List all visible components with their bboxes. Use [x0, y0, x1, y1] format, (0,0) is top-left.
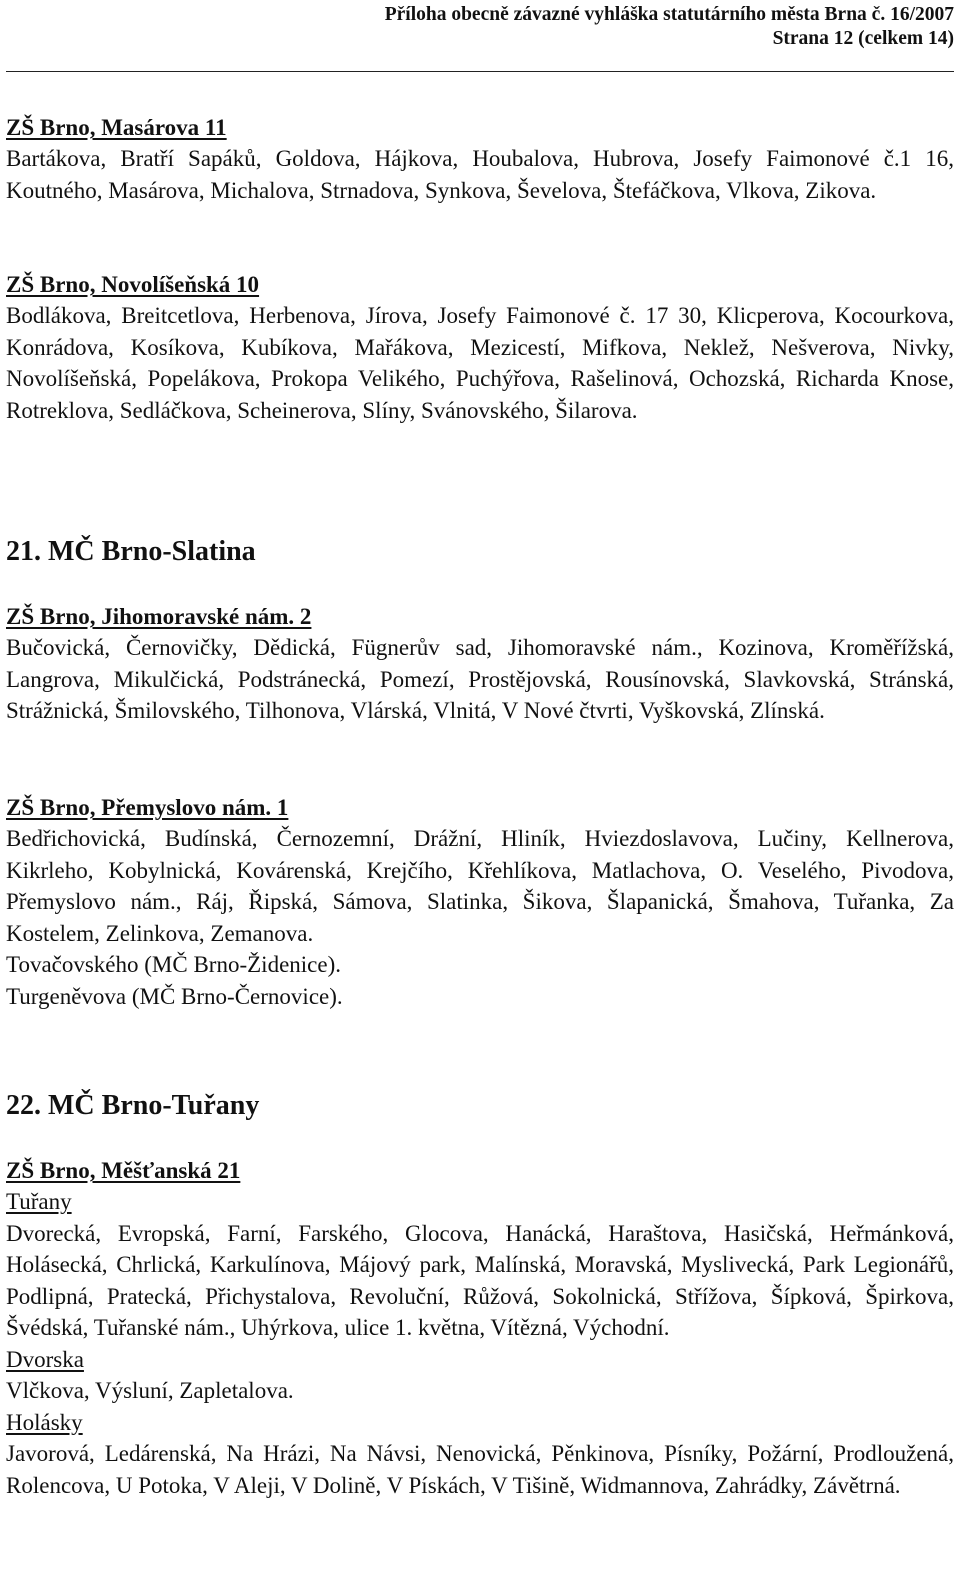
school-block-novolisenska — [6, 269, 954, 426]
district-label-dvorska: Dvorska — [6, 1346, 84, 1372]
street-list: Javorová, Ledárenská, Na Hrázi, Na Návsi, Nenovická, Pěnkinova, Písníky, Požární, Prodloužená, Rolencova, U Potoka, V Aleji, V Dolině, V Pískách, V Tišině, Widmannova, Zahrádky, Závětrná. — [6, 1441, 954, 1498]
school-block-premyslovo — [6, 792, 954, 1012]
district-label-holasky: Holásky — [6, 1409, 83, 1435]
school-title: ZŠ Brno, Měšťanská 21 — [6, 1158, 241, 1183]
school-title: ZŠ Brno, Masárova 11 — [6, 115, 227, 140]
header-rule — [6, 71, 954, 72]
school-title: ZŠ Brno, Jihomoravské nám. 2 — [6, 604, 312, 629]
street-list: Bedřichovická, Budínská, Černozemní, Drážní, Hliník, Hviezdoslavova, Lučiny, Kellnerova, Kikrleho, Kobylnická, Kovárenská, Krejčího, Křehlíkova, Matlachova, O. Veselého, Pivodova, Přemyslovo nám., Ráj, Řipská, Sámova, Slatinka, Šikova, Šlapanická, Šmahova, Tuřanka, Za Kostelem, Zelinkova, Zemanova. — [6, 826, 954, 946]
school-block-masarova — [6, 112, 954, 206]
header-page-number: Strana 12 (celkem 14) — [772, 28, 954, 49]
street-list: Bučovická, Černovičky, Dědická, Fügnerův sad, Jihomoravské nám., Kozinova, Kroměřížská, Langrova, Mikulčická, Podstránecká, Pomezí, Prostějovská, Rousínovská, Slavkovská, Stránská, Strážnická, Šmilovského, Tilhonova, Vlárská, Vlnitá, V Nové čtvrti, Vyškovská, Zlínská. — [6, 635, 954, 723]
street-list: Bartákova, Bratří Sapáků, Goldova, Hájkova, Houbalova, Hubrova, Josefy Faimonové č.1 16, Koutného, Masárova, Michalova, Strnadova, Synkova, Ševelova, Štefáčkova, Vlkova, Zikova. — [6, 146, 954, 203]
school-block-mestanska — [6, 1155, 954, 1501]
district-label-turany: Tuřany — [6, 1189, 72, 1214]
street-list: Vlčkova, Výsluní, Zapletalova. — [6, 1378, 294, 1403]
street-extra: Tovačovského (MČ Brno-Židenice). — [6, 952, 341, 977]
school-title: ZŠ Brno, Přemyslovo nám. 1 — [6, 795, 289, 820]
header-title: Příloha obecně závazné vyhláška statutárního města Brna č. 16/2007 — [384, 4, 954, 25]
school-title: ZŠ Brno, Novolíšeňská 10 — [6, 272, 260, 297]
section-heading-slatina: 21. MČ Brno-Slatina — [6, 536, 256, 567]
street-extra: Turgeněvova (MČ Brno-Černovice). — [6, 983, 343, 1009]
street-list: Dvorecká, Evropská, Farní, Farského, Glocova, Hanácká, Haraštova, Hasičská, Heřmánková, Holásecká, Chrlická, Karkulínova, Májový park, Malínská, Moravská, Myslivecká, Park Legionářů, Podlipná, Pratecká, Přichystalova, Revoluční, Růžová, Sokolnická, Střížova, Šípková, Špirkova, Švédská, Tuřanské nám., Uhýrkova, ulice 1. května, Vítězná, Východní. — [6, 1220, 954, 1340]
street-list: Bodlákova, Breitcetlova, Herbenova, Jírova, Josefy Faimonové č. 17 30, Klicperova, Kocourkova, Konrádova, Kosíkova, Kubíkova, Mařákova, Mezicestí, Mifkova, Neklež, Nešverova, Nivky, Novolíšeňská, Popelákova, Prokopa Velikého, Puchýřova, Rašelinová, Ochozská, Richarda Knose, Rotreklova, Sedláčkova, Scheinerova, Slíny, Svánovského, Šilarova. — [6, 303, 954, 423]
section-heading-turany: 22. MČ Brno-Tuřany — [6, 1090, 260, 1121]
school-block-jihomoravske — [6, 601, 954, 727]
